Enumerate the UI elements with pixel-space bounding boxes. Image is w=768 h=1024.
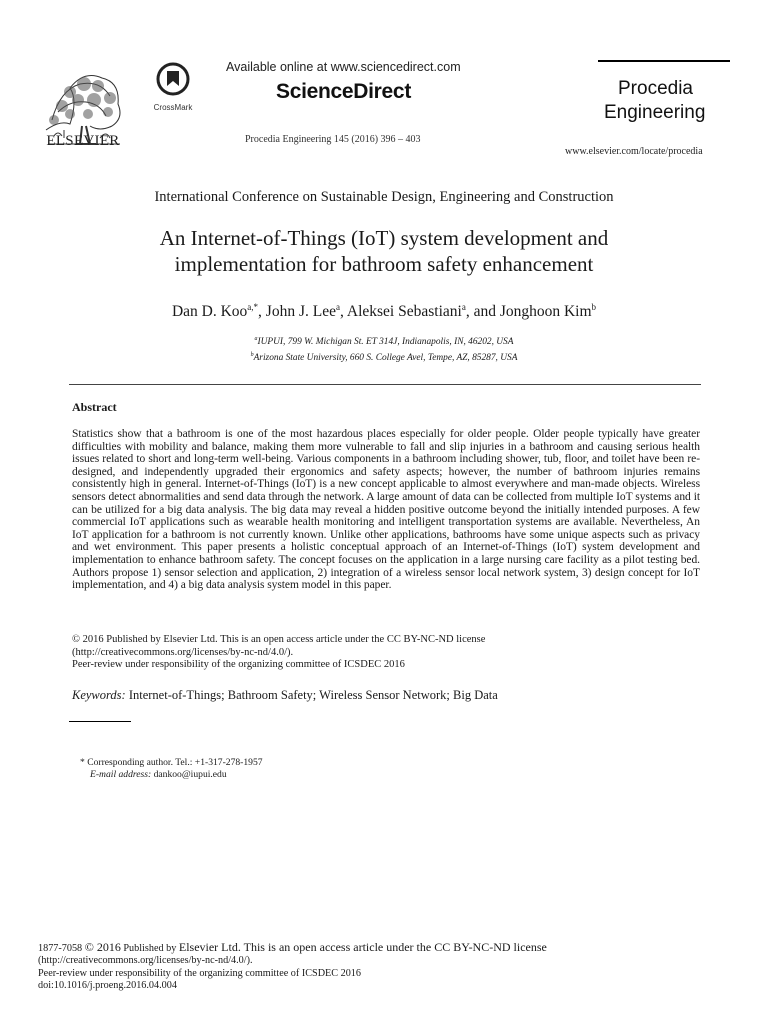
author-name: John J. Lee	[265, 303, 336, 321]
conference-name: International Conference on Sustainable Design, Engineering and Construction	[154, 189, 614, 205]
author-affiliation-mark: a	[335, 302, 340, 312]
crossmark-badge[interactable]	[150, 62, 196, 112]
doi[interactable]: doi:10.1016/j.proeng.2016.04.004	[38, 979, 177, 991]
author-separator: ,	[258, 303, 266, 321]
footer-license-line	[38, 941, 728, 955]
page-footer	[38, 941, 728, 992]
author-separator: ,	[339, 303, 347, 321]
author-affiliation-mark: b	[591, 302, 597, 312]
license-link[interactable]: (http://creativecommons.org/licenses/by-nc-nd/4.0/).	[72, 646, 294, 658]
publisher-logo-text: ELSEVIER	[46, 133, 120, 149]
email-line	[80, 769, 263, 781]
copyright-year: © 2016	[84, 940, 121, 954]
crossmark-label: CrossMark	[153, 103, 193, 112]
author-name: Dan D. Koo	[171, 303, 248, 321]
affiliation-mark: b	[250, 352, 254, 359]
keywords-text: Internet-of-Things; Bathroom Safety; Wireless Sensor Network; Big Data	[125, 688, 498, 702]
crossmark-icon	[156, 62, 190, 96]
peer-review-note: Peer-review under responsibility of the organizing committee of ICSDEC 2016	[72, 659, 405, 670]
author-affiliation-mark: a	[461, 302, 466, 312]
author-affiliation-mark: a,*	[247, 302, 259, 312]
footer-peer-review: Peer-review under responsibility of the organizing committee of ICSDEC 2016	[38, 967, 361, 979]
license-notice	[72, 634, 700, 672]
footer-license-text: Elsevier Ltd. This is an open access article under the CC BY-NC-ND license	[178, 940, 547, 954]
abstract-text: Statistics show that a bathroom is one of the most hazardous places especially for older people. Older people typically have greater difficulties with mobility and balance, making them more vulnerable to fall and slip injuries in a bathroom and causing serious health issues related to short and long-term well-being. Various components in a bathroom including shower, tub, floor, and toilet have been re-designed, and independently upgraded their ergonomics and safety aspects; however, the number of bathroom injuries remains consistently high in general. Internet-of-Things (IoT) is a new concept applicable to almost everywhere and man-made objects. Wireless sensors detect abnormalities and send data through the network. A large amount of data can be collected from multiple IoT systems and it can be utilized for a big data analysis. The big data may reveal a hidden positive outcome beyond the initially intended purposes. A few commercial IoT applications such as wearable health monitoring and intelligent transportation systems are available. Nevertheless, An IoT application for a bathroom is not currently known. Unlike other applications, bathrooms have some unique aspects such as privacy and wet environment. This paper presents a holistic conceptual approach of an Internet-of-Things (IoT) system development and implementation to enhance bathroom safety. The concept focuses on the application in a large nursing care facility as a pilot testing bed. Authors propose 1) sensor selection and application, 2) integration of a wireless sensor local network system, 3) design concept for IoT implementation, and 4) a big data analysis system model in this paper.	[72, 428, 700, 592]
journal-name-line2: Engineering	[604, 102, 706, 123]
keywords-label: Keywords:	[72, 688, 126, 702]
issn: 1877-7058	[38, 943, 85, 954]
journal-name-line1: Procedia	[618, 78, 693, 99]
email-label: E-mail address:	[90, 769, 152, 780]
author-name: Jonghoon Kim	[499, 303, 592, 321]
author-list	[0, 302, 768, 321]
corresponding-author-footnote	[80, 757, 263, 781]
license-line: © 2016 Published by Elsevier Ltd. This is an open access article under the CC BY-NC-ND license	[72, 634, 486, 645]
journal-title-rule	[598, 60, 730, 62]
abstract-heading: Abstract	[72, 400, 117, 414]
corresponding-author-line: * Corresponding author. Tel.: +1-317-278-1957	[80, 757, 263, 768]
email-address[interactable]: dankoo@iupui.edu	[151, 769, 227, 780]
affiliation-line	[0, 333, 768, 349]
author-separator: , and	[465, 303, 500, 321]
affiliation-text: Arizona State University, 660 S. College Avel, Tempe, AZ, 85287, USA	[253, 353, 518, 364]
sciencedirect-brand[interactable]: ScienceDirect	[276, 80, 412, 103]
paper-title-line2: implementation for bathroom safety enhancement	[174, 252, 594, 276]
affiliation-mark: a	[254, 336, 258, 342]
affiliations	[0, 333, 768, 365]
journal-website-link[interactable]: www.elsevier.com/locate/procedia	[565, 146, 703, 157]
available-online-text: Available online at www.sciencedirect.com	[226, 60, 461, 74]
author-name: Aleksei Sebastiani	[346, 303, 462, 321]
affiliation-text: IUPUI, 799 W. Michigan St. ET 314J, Indianapolis, IN, 46202, USA	[257, 337, 514, 348]
published-by: Published by	[120, 943, 179, 954]
journal-reference: Procedia Engineering 145 (2016) 396 – 403	[245, 134, 421, 145]
keywords	[72, 688, 700, 703]
footnote-rule	[69, 721, 131, 722]
footer-license-link[interactable]: (http://creativecommons.org/licenses/by-nc-nd/4.0/).	[38, 955, 253, 967]
section-divider	[69, 384, 701, 385]
paper-title-line1: An Internet-of-Things (IoT) system development and	[159, 226, 609, 250]
affiliation-line	[0, 349, 768, 365]
paper-title	[60, 225, 708, 277]
